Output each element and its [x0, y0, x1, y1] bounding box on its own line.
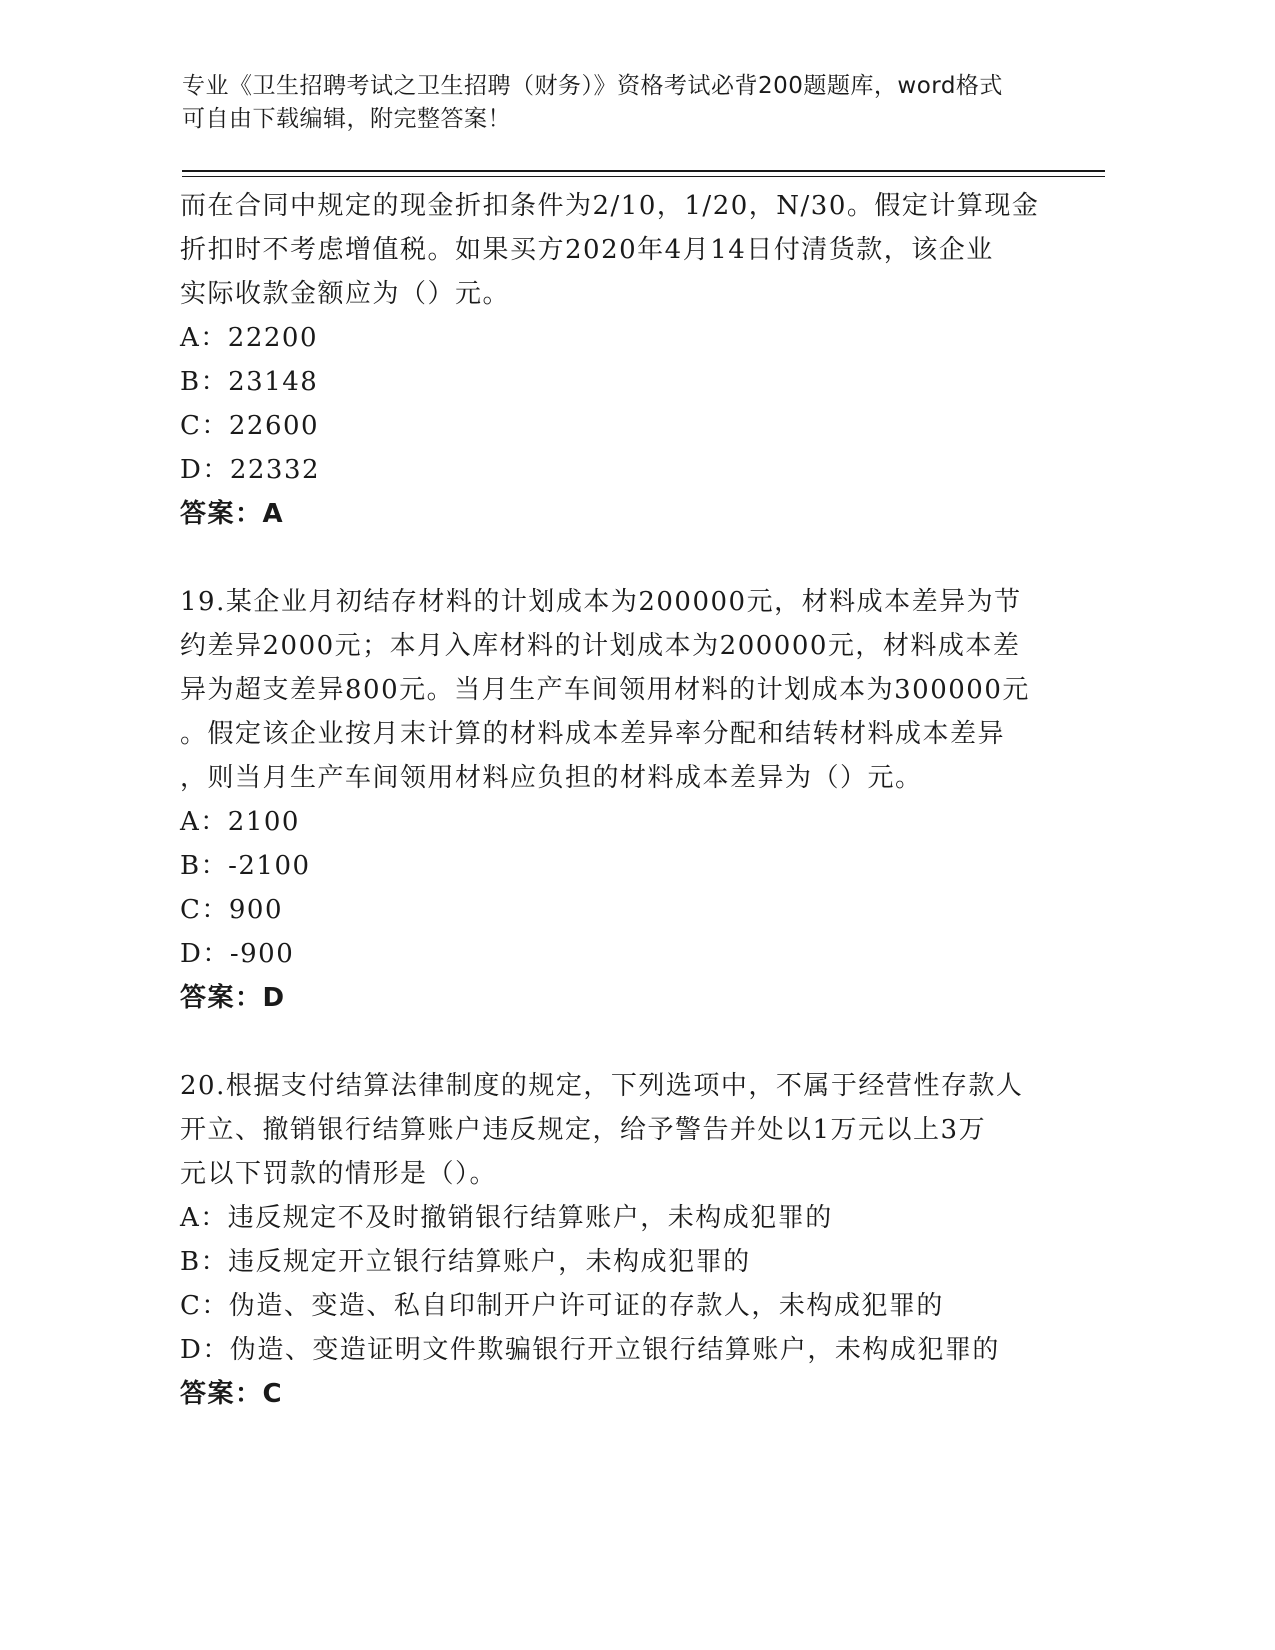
question-stem-line: 约差异2000元；本月入库材料的计划成本为200000元，材料成本差 [180, 631, 1021, 661]
header-line-2: 可自由下载编辑，附完整答案！ [182, 106, 511, 132]
question-stem-line: 。假定该企业按月末计算的材料成本差异率分配和结转材料成本差异 [180, 719, 1006, 749]
question-stem-line: 而在合同中规定的现金折扣条件为2/10，1/20，N/30。假定计算现金 [180, 191, 1040, 221]
option-b: B：-2100 [180, 851, 311, 881]
question-19 [180, 580, 1060, 1020]
question-stem-line: 20.根据支付结算法律制度的规定，下列选项中，不属于经营性存款人 [180, 1071, 1024, 1101]
spacer [180, 536, 1060, 580]
header-divider-thick [182, 170, 1105, 172]
answer-label: 答案：C [180, 1379, 284, 1409]
document-body [180, 184, 1060, 1416]
question-stem-line: 折扣时不考虑增值税。如果买方2020年4月14日付清货款，该企业 [180, 235, 994, 265]
header-line-1: 专业《卫生招聘考试之卫生招聘（财务）》资格考试必背200题题库，word格式 [182, 73, 1003, 99]
option-b: B：违反规定开立银行结算账户，未构成犯罪的 [180, 1247, 751, 1277]
option-a: A：22200 [180, 323, 318, 353]
option-a: A：2100 [180, 807, 300, 837]
question-stem-line: 异为超支差异800元。当月生产车间领用材料的计划成本为300000元 [180, 675, 1030, 705]
question-stem-line: 实际收款金额应为（）元。 [180, 279, 511, 309]
option-c: C：22600 [180, 411, 320, 441]
spacer [180, 1020, 1060, 1064]
answer-label: 答案：D [180, 983, 286, 1013]
option-d: D：伪造、变造证明文件欺骗银行开立银行结算账户，未构成犯罪的 [180, 1335, 1000, 1365]
question-stem-line: ，则当月生产车间领用材料应负担的材料成本差异为（）元。 [180, 763, 923, 793]
option-b: B：23148 [180, 367, 319, 397]
document-header [182, 70, 1042, 136]
question-20 [180, 1064, 1060, 1416]
question-stem-line: 19.某企业月初结存材料的计划成本为200000元，材料成本差异为节 [180, 587, 1022, 617]
header-divider-thin [182, 176, 1105, 177]
option-a: A：违反规定不及时撤销银行结算账户，未构成犯罪的 [180, 1203, 833, 1233]
option-c: C：900 [180, 895, 284, 925]
option-d: D：-900 [180, 939, 295, 969]
question-stem-line: 开立、撤销银行结算账户违反规定，给予警告并处以1万元以上3万 [180, 1115, 987, 1145]
option-c: C：伪造、变造、私自印制开户许可证的存款人，未构成犯罪的 [180, 1291, 944, 1321]
option-d: D：22332 [180, 455, 321, 485]
question-18 [180, 184, 1060, 536]
answer-label: 答案：A [180, 499, 285, 529]
question-stem-line: 元以下罚款的情形是（）。 [180, 1159, 498, 1189]
